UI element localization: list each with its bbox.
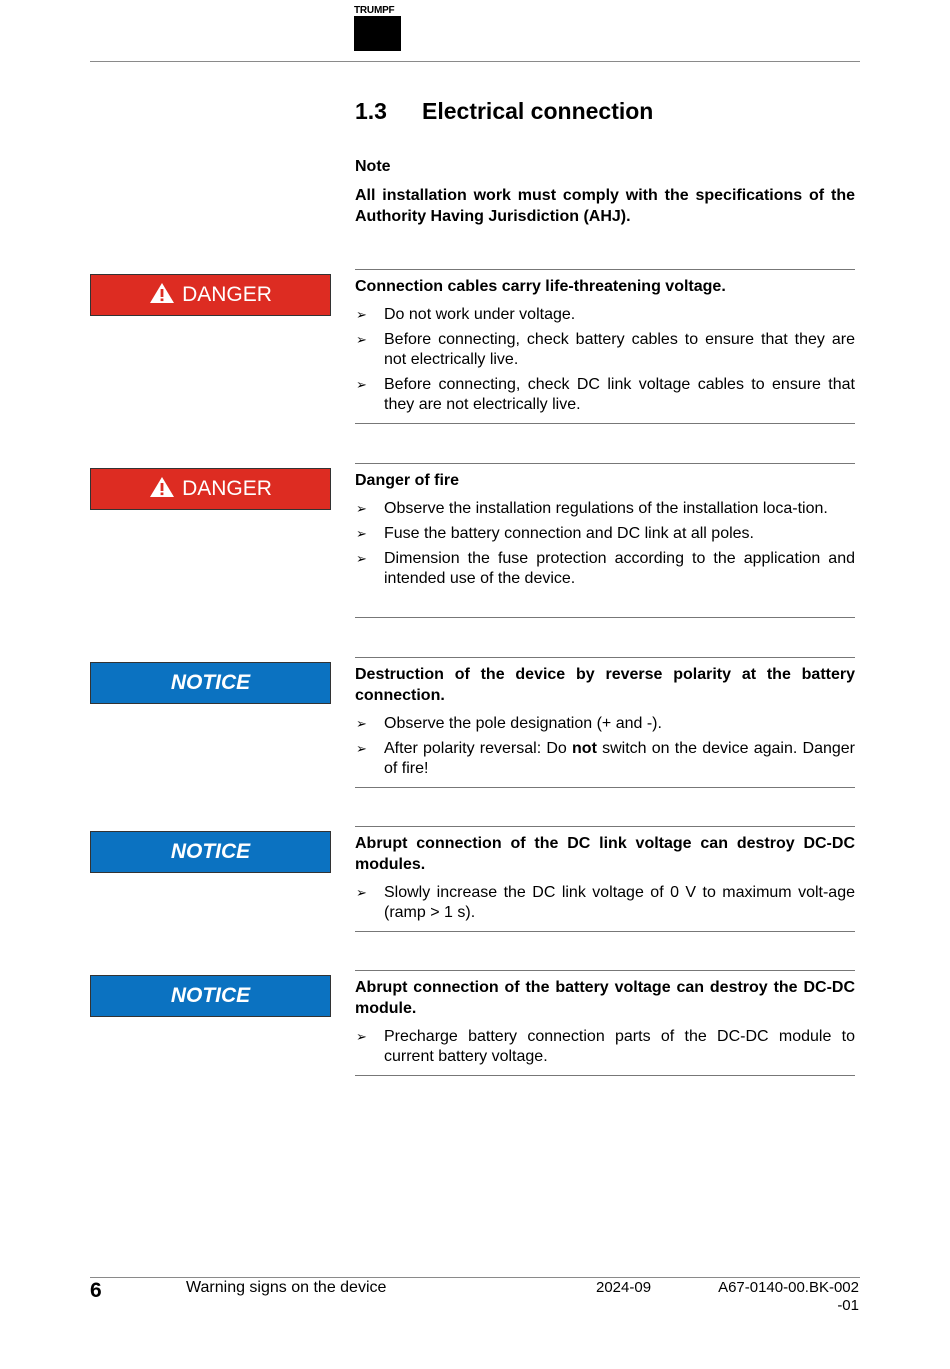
document-id-line: -01 [837, 1297, 859, 1314]
list-item [355, 1027, 855, 1067]
list-item [355, 714, 855, 734]
action-list [355, 883, 855, 923]
list-item [355, 524, 855, 544]
list-item-text: Before connecting, check DC link voltage cables to ensure that they are not electrically live. [384, 376, 855, 413]
list-item-text: Observe the pole designation (+ and -). [384, 715, 662, 732]
arrow-bullet-icon: ➢ [356, 1029, 367, 1044]
warning-title: Abrupt connection of the battery voltage can destroy the DC-DC module. [355, 979, 855, 1017]
arrow-bullet-icon: ➢ [356, 377, 367, 392]
footer-title: Warning signs on the device [186, 1279, 387, 1296]
header-rule [90, 61, 860, 62]
list-item-text: Do not work under voltage. [384, 306, 576, 323]
page-number: 6 [90, 1279, 102, 1302]
action-list [355, 1027, 855, 1067]
arrow-bullet-icon: ➢ [356, 501, 367, 516]
note-text: All installation work must comply with the specifications of the Authority Having Jurisdiction (AHJ). [355, 187, 855, 225]
sign-label: NOTICE [170, 840, 251, 863]
section-title [355, 98, 653, 125]
list-item-text: Before connecting, check battery cables to ensure that they are not electrically live. [384, 331, 855, 368]
list-item-text: Precharge battery connection parts of the DC-DC module to current battery voltage. [384, 1028, 855, 1065]
warning-title: Abrupt connection of the DC link voltage can destroy DC-DC modules. [355, 835, 855, 873]
warning-message [355, 463, 855, 618]
sign-label: DANGER [182, 477, 272, 500]
list-item [355, 305, 855, 325]
list-item-text [384, 740, 855, 777]
footer-rule [90, 1277, 860, 1278]
text-segment: switch on the device again. Danger of fire! [384, 740, 856, 777]
arrow-bullet-icon: ➢ [356, 716, 367, 731]
section-number: 1.3 [355, 98, 387, 124]
document-id [700, 1279, 859, 1315]
warning-message [355, 970, 855, 1076]
text-segment: After polarity reversal: Do [384, 740, 573, 757]
notice-sign [90, 662, 331, 704]
list-item [355, 375, 855, 415]
list-item-text: Observe the installation regulations of the installation loca-tion. [384, 500, 828, 517]
notice-sign [90, 975, 331, 1017]
trumpf-logo [354, 6, 402, 51]
list-item [355, 549, 855, 589]
document-id-line: A67-0140-00.BK-002 [718, 1279, 859, 1296]
list-item [355, 330, 855, 370]
warning-title: Destruction of the device by reverse polarity at the battery connection. [355, 666, 855, 704]
list-item [355, 883, 855, 923]
warning-message [355, 657, 855, 788]
arrow-bullet-icon: ➢ [356, 332, 367, 347]
warning-message [355, 269, 855, 424]
warning-triangle-icon [149, 282, 175, 304]
sign-label: NOTICE [170, 671, 251, 694]
sign-label: DANGER [182, 283, 272, 306]
arrow-bullet-icon: ➢ [356, 741, 367, 756]
sign-label: NOTICE [170, 984, 251, 1007]
arrow-bullet-icon: ➢ [356, 307, 367, 322]
note-label: Note [355, 158, 391, 175]
list-item [355, 499, 855, 519]
notice-sign [90, 831, 331, 873]
arrow-bullet-icon: ➢ [356, 526, 367, 541]
footer-date: 2024-09 [596, 1279, 652, 1296]
action-list [355, 305, 855, 415]
danger-sign [90, 468, 331, 510]
arrow-bullet-icon: ➢ [356, 885, 367, 900]
emphasis-text: not [572, 740, 597, 757]
list-item [355, 739, 855, 779]
warning-title: Connection cables carry life-threatening voltage. [355, 278, 726, 295]
list-item-text: Fuse the battery connection and DC link at all poles. [384, 525, 754, 542]
list-item-text: Dimension the fuse protection according to the application and intended use of the device. [384, 550, 855, 587]
logo-block [354, 16, 401, 51]
warning-message [355, 826, 855, 932]
section-heading: Electrical connection [422, 98, 654, 124]
list-item-text: Slowly increase the DC link voltage of 0 V to maximum volt-age (ramp > 1 s). [384, 884, 855, 921]
logo-text: TRUMPF [354, 5, 395, 16]
action-list [355, 714, 855, 779]
note-block [355, 158, 855, 227]
danger-sign [90, 274, 331, 316]
warning-triangle-icon [149, 476, 175, 498]
warning-title: Danger of fire [355, 472, 460, 489]
action-list [355, 499, 855, 589]
arrow-bullet-icon: ➢ [356, 551, 367, 566]
